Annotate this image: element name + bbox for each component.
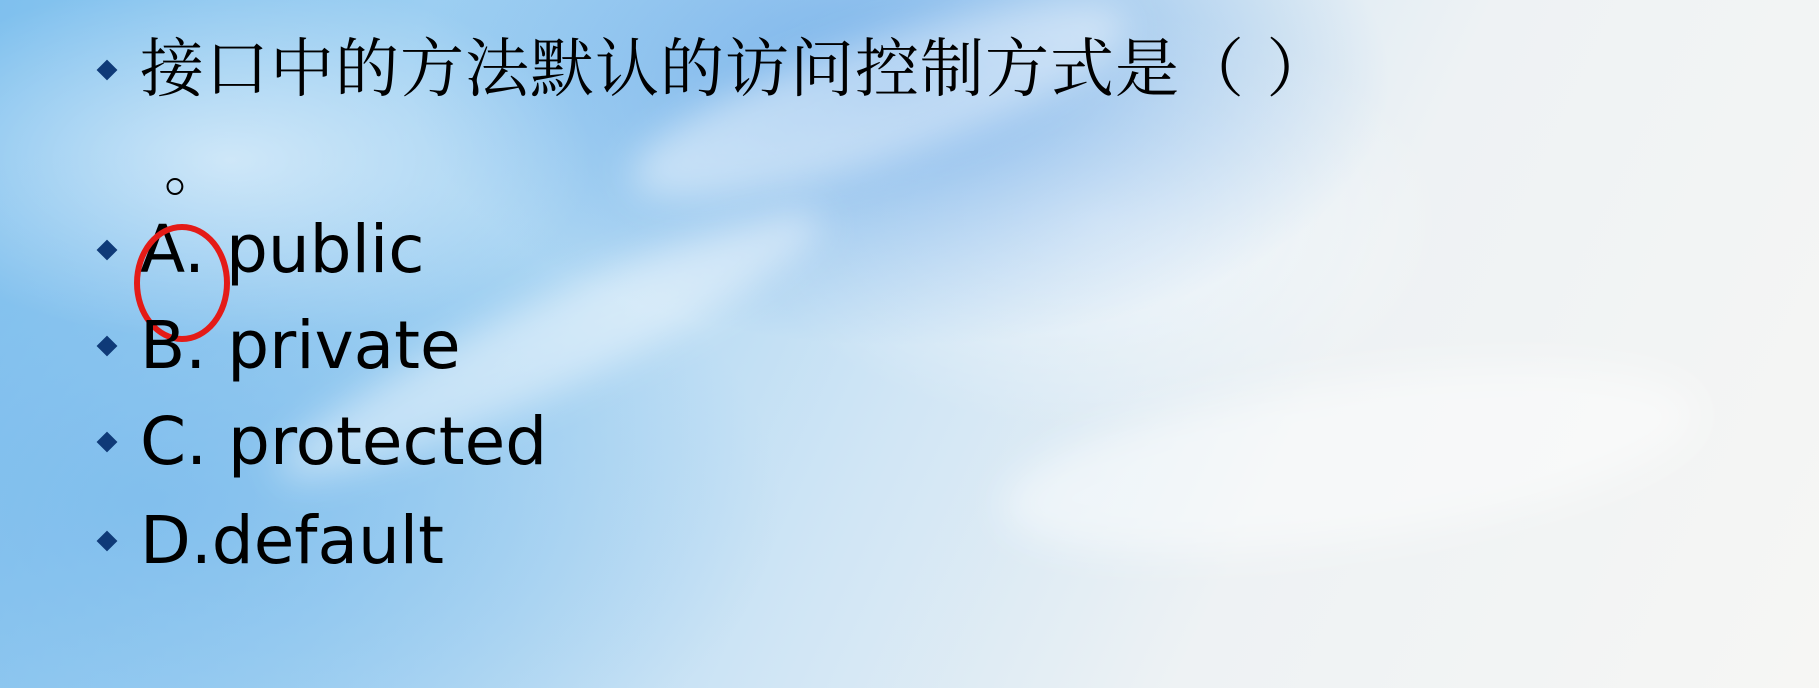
question-row xyxy=(98,33,1332,107)
diamond-bullet-icon xyxy=(97,531,118,552)
diamond-bullet-icon xyxy=(97,432,118,453)
question-text: 接口中的方法默认的访问控制方式是（ ） xyxy=(140,33,1332,107)
option-label: D.default xyxy=(140,502,445,579)
option-label: B. private xyxy=(140,307,461,384)
diamond-bullet-icon xyxy=(97,336,118,357)
question-continuation: 。 xyxy=(164,135,224,205)
background-cloud-streak xyxy=(992,332,1707,588)
diamond-bullet-icon xyxy=(97,240,118,261)
option-d[interactable] xyxy=(98,502,445,579)
option-label: A. public xyxy=(140,211,425,288)
diamond-bullet-icon xyxy=(97,60,118,81)
option-label: C. protected xyxy=(140,403,548,480)
option-c[interactable] xyxy=(98,403,548,480)
option-b[interactable] xyxy=(98,307,461,384)
